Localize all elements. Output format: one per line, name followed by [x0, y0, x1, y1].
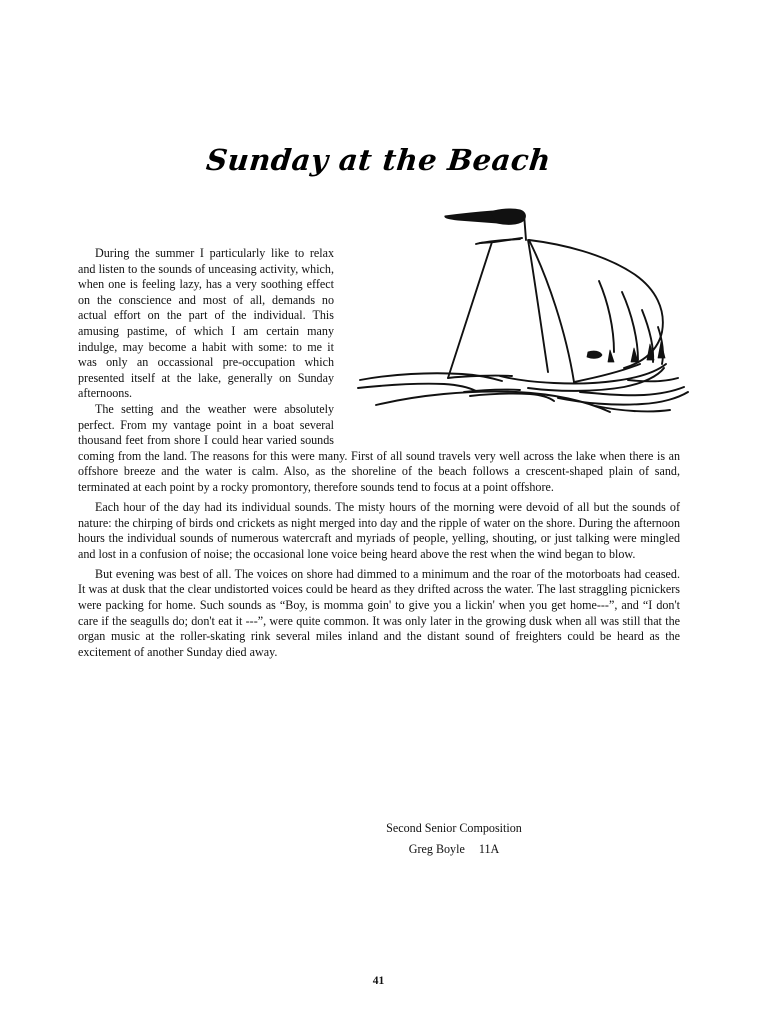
paragraph-2: The setting and the weather were absolutely perfect. From my vantage point in a boat several thousand feet from shore I could hear varied sounds coming from the land. The reasons for this were many. First of all sound travels very well across the lake when there is an offshore breeze and the water is calm. Also, as the shoreline of the beach follows a crescent-shaped plain of sand, terminated at each point by a rocky promontory, therefore sounds tend to focus at a point offshore. — [78, 401, 680, 494]
author-name: Greg Boyle — [408, 842, 465, 856]
illustration-text-wrap-spacer — [334, 246, 680, 447]
mast — [524, 214, 526, 240]
paragraph-4: But evening was best of all. The voices on shore had dimmed to a minimum and the roar of the motorboats had ceased. It was at dusk that the clear undistorted voices could be heard as they drifted across the water. The last straggling picnickers were packing for home. Such sounds as “Boy, is momma goin' to give you a lickin' when you get home---”, and “I don't care if the seagulls do; don't eat it ---”, were quite common. It was only later in the growing dusk when all was still that the organ music at the roller-skating rink several miles inland and the distant sound of freighters could be heard as the excitement of another Sunday died away. — [78, 566, 680, 659]
paragraph-1: During the summer I particularly like to relax and listen to the sounds of unceasing activity, which, when one is feeling lazy, has a very soothing effect on the conscience and most of all, demands no actual effort on the part of the individual. This amusing pastime, of which I am certain many indulge, may become a habit with some: to me it was only an occassional pre-occupation which presented itself at the lake, generally on Sunday afternoons. — [78, 246, 334, 401]
page-title: Sunday at the Beach — [204, 143, 553, 178]
byline — [78, 839, 680, 860]
paragraph-3: Each hour of the day had its individual sounds. The misty hours of the morning were devoid of all but the sounds of nature: the chirping of birds ond crickets as night merged into day and the ripple of water on the shore. During the afternoon hours the individual sounds of numerous watercraft and myriads of people, yelling, shouting, or just talking were mingled and lost in a confusion of noise; the occasional lone voice being heard above the rest when the wind began to blow. — [78, 500, 680, 561]
attribution-block — [78, 818, 680, 860]
author-grade: 11A — [478, 842, 500, 856]
composition-label: Second Senior Composition — [386, 821, 522, 835]
article-body — [78, 246, 680, 660]
page-number: 41 — [372, 975, 385, 987]
